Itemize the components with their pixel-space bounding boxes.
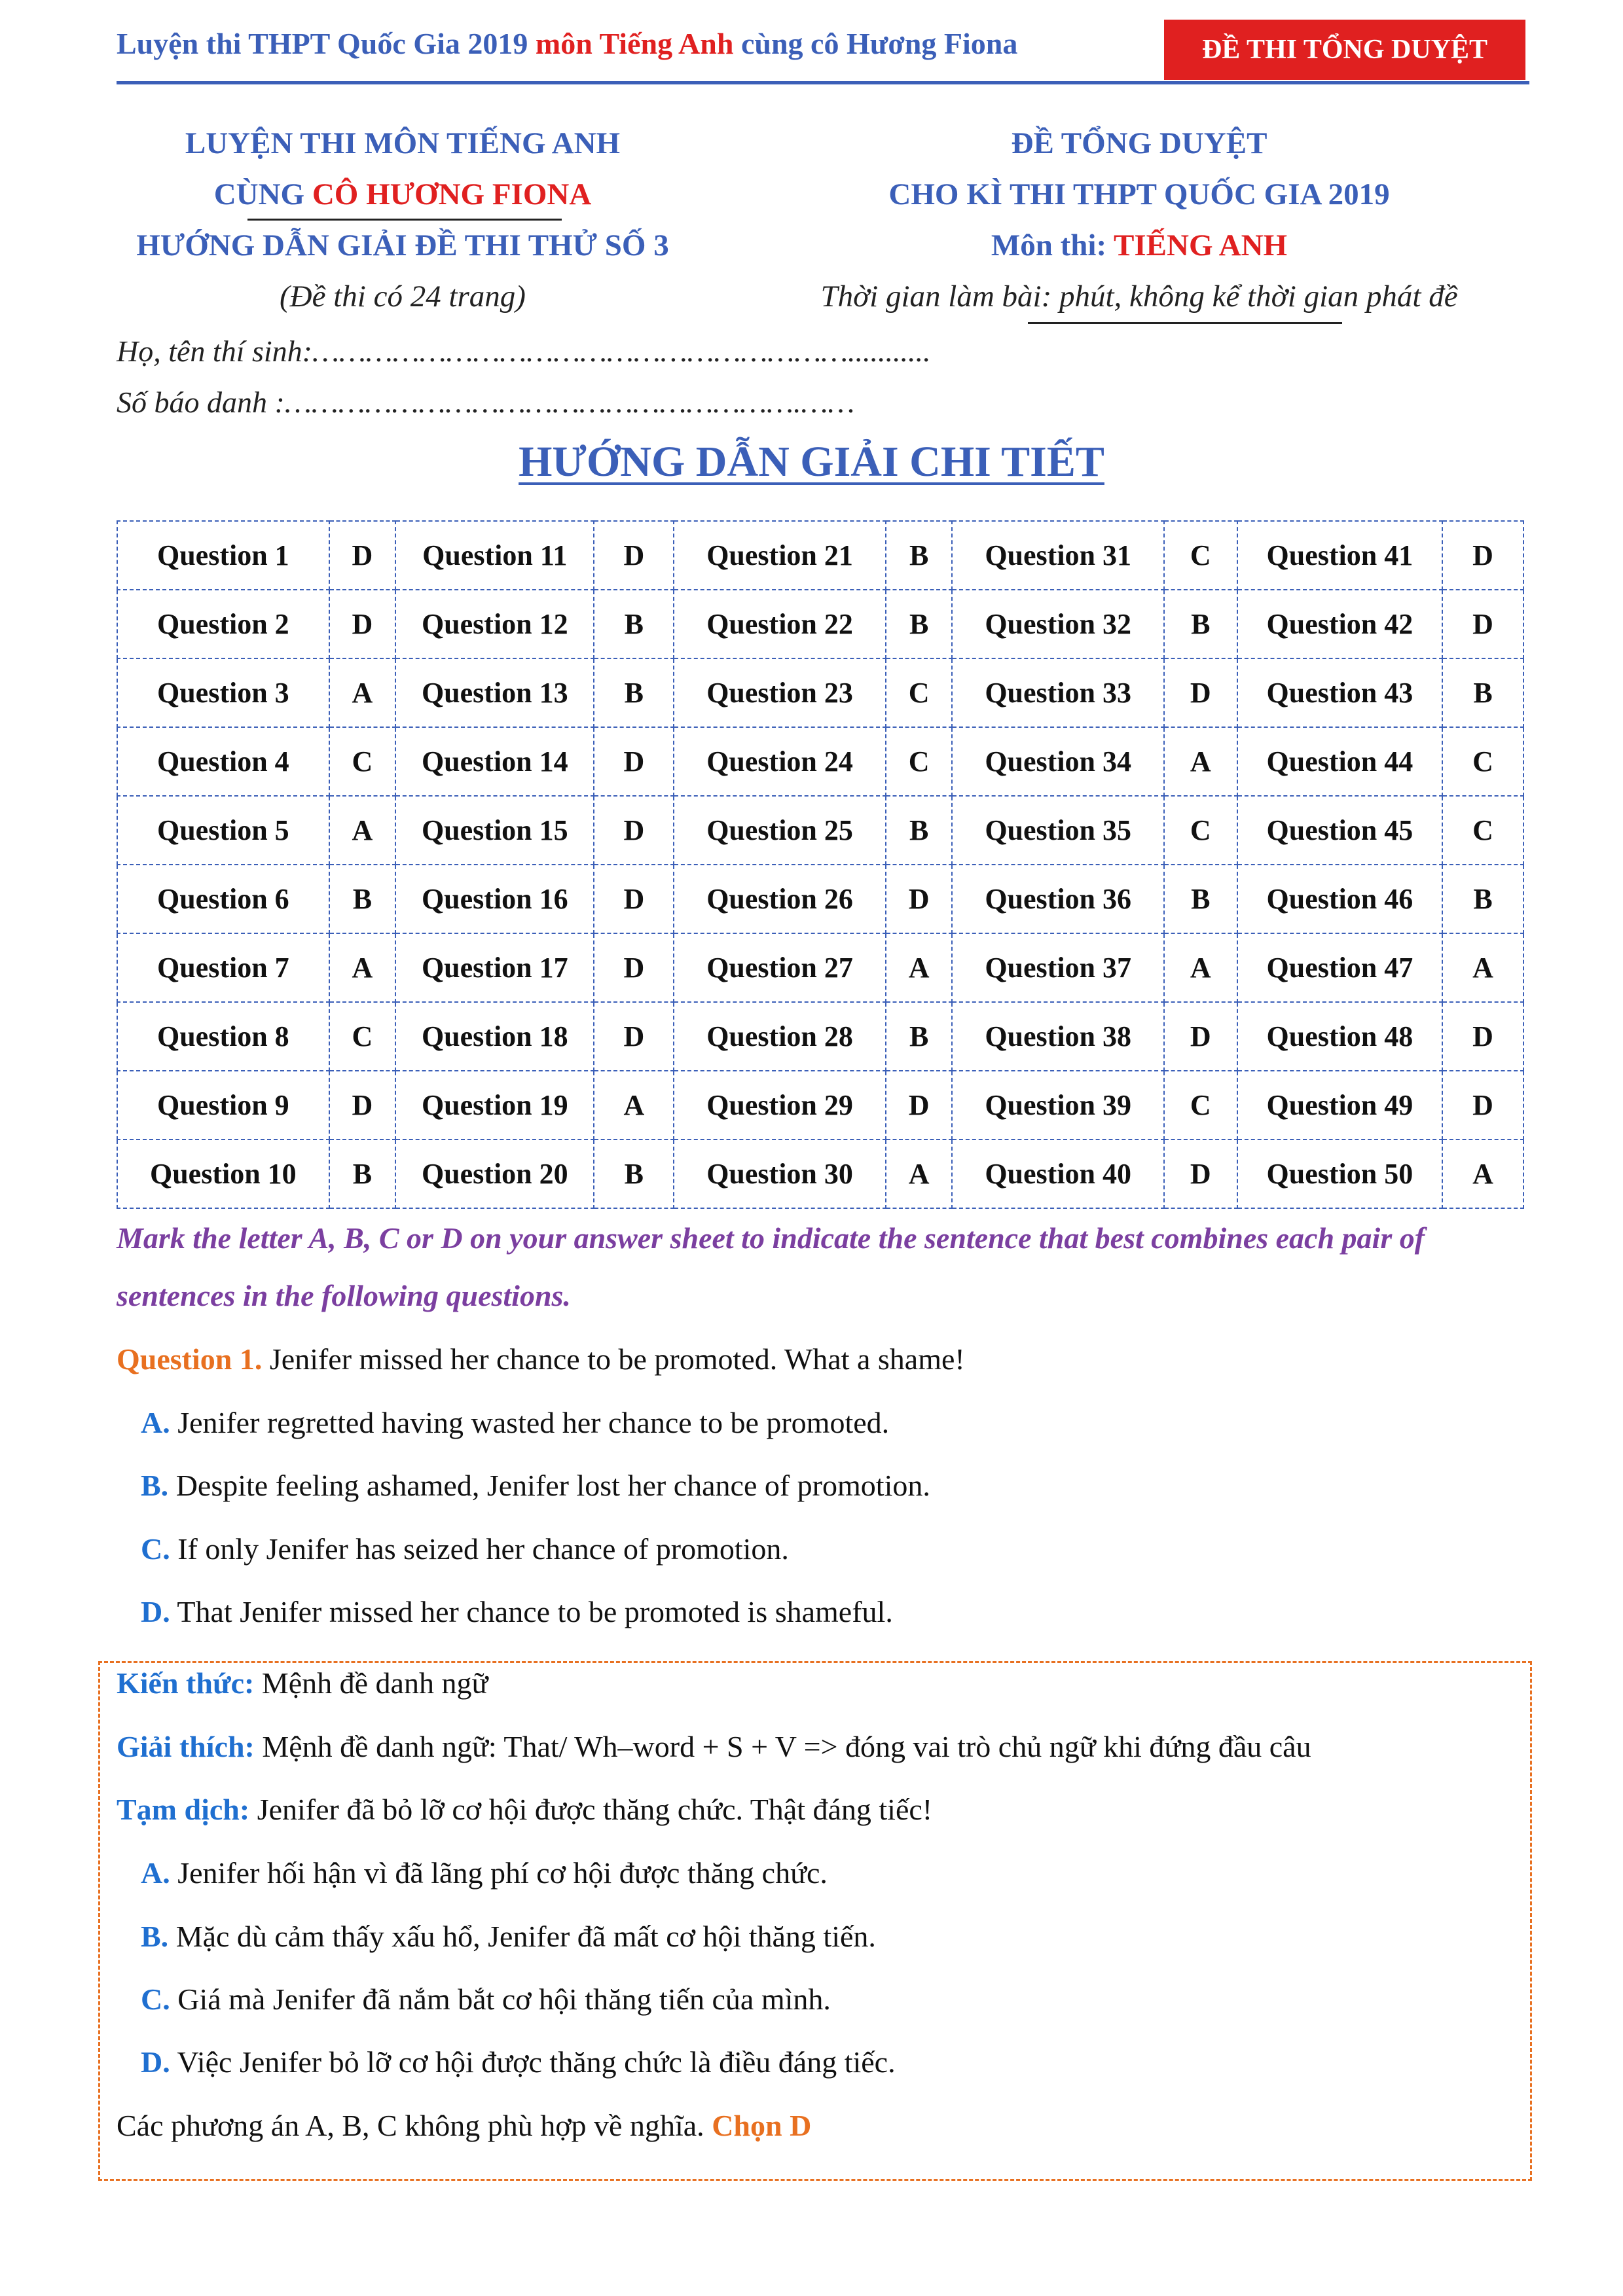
answer-letter-cell: D bbox=[594, 521, 674, 590]
answer-question-cell: Question 46 bbox=[1237, 865, 1443, 933]
instruction-text: Mark the letter A, B, C or D on your answer sheet to indicate the sentence that best combines each pair of sentences in the following questions. bbox=[117, 1221, 1425, 1312]
answer-letter-cell: D bbox=[594, 933, 674, 1002]
answer-question-cell: Question 45 bbox=[1237, 796, 1443, 865]
answer-question-cell: Question 14 bbox=[395, 727, 594, 796]
answer-letter-cell: D bbox=[1442, 590, 1523, 658]
left-line-2-prefix: CÙNG bbox=[213, 177, 312, 211]
answer-letter-cell: D bbox=[594, 1002, 674, 1071]
answer-letter-cell: B bbox=[886, 521, 952, 590]
option-letter: D. bbox=[141, 2045, 170, 2079]
answer-letter-cell: D bbox=[886, 1071, 952, 1139]
answer-row bbox=[117, 865, 1523, 933]
answer-row bbox=[117, 1139, 1523, 1208]
answer-letter-cell: C bbox=[329, 1002, 395, 1071]
answer-letter-cell: A bbox=[594, 1071, 674, 1139]
answer-letter-cell: D bbox=[594, 865, 674, 933]
subject-name: TIẾNG ANH bbox=[1114, 228, 1288, 262]
page-header bbox=[117, 20, 1531, 85]
explain-label: Giải thích: bbox=[117, 1730, 255, 1763]
answer-letter-cell: C bbox=[1164, 1071, 1237, 1139]
knowledge-label: Kiến thức: bbox=[117, 1666, 255, 1700]
right-line-1: ĐỀ TỔNG DUYỆT bbox=[1011, 126, 1267, 160]
answer-question-cell: Question 49 bbox=[1237, 1071, 1443, 1139]
left-line-1: LUYỆN THI MÔN TIẾNG ANH bbox=[185, 126, 621, 160]
answer-question-cell: Question 16 bbox=[395, 865, 594, 933]
header-title-subject: môn Tiếng Anh bbox=[535, 27, 734, 60]
question-label: Question 1. bbox=[117, 1342, 263, 1376]
conclusion-text: Các phương án A, B, C không phù hợp về nghĩa. bbox=[117, 2109, 712, 2142]
knowledge-text: Mệnh đề danh ngữ bbox=[254, 1666, 488, 1700]
answer-question-cell: Question 15 bbox=[395, 796, 594, 865]
answer-letter-cell: B bbox=[329, 1139, 395, 1208]
answer-letter-cell: D bbox=[594, 796, 674, 865]
answer-letter-cell: C bbox=[1442, 727, 1523, 796]
translation-d bbox=[141, 2045, 896, 2079]
answer-question-cell: Question 26 bbox=[674, 865, 886, 933]
answer-letter-cell: C bbox=[1164, 521, 1237, 590]
answer-question-cell: Question 32 bbox=[952, 590, 1164, 658]
answer-letter-cell: B bbox=[1164, 590, 1237, 658]
answer-question-cell: Question 5 bbox=[117, 796, 329, 865]
answer-row bbox=[117, 590, 1523, 658]
answer-question-cell: Question 27 bbox=[674, 933, 886, 1002]
translate-text: Jenifer đã bỏ lỡ cơ hội được thăng chức. Thật đáng tiếc! bbox=[249, 1793, 933, 1826]
answer-letter-cell: D bbox=[1164, 658, 1237, 727]
answer-question-cell: Question 34 bbox=[952, 727, 1164, 796]
answer-row bbox=[117, 796, 1523, 865]
option-c bbox=[141, 1532, 789, 1566]
explain-text: Mệnh đề danh ngữ: That/ Wh–word + S + V => đóng vai trò chủ ngữ khi đứng đầu câu bbox=[254, 1730, 1311, 1763]
answer-question-cell: Question 22 bbox=[674, 590, 886, 658]
translation-b bbox=[141, 1919, 876, 1954]
answer-question-cell: Question 2 bbox=[117, 590, 329, 658]
answer-question-cell: Question 25 bbox=[674, 796, 886, 865]
answer-letter-cell: D bbox=[1442, 1071, 1523, 1139]
answer-question-cell: Question 24 bbox=[674, 727, 886, 796]
answer-question-cell: Question 30 bbox=[674, 1139, 886, 1208]
subject-label: Môn thi: bbox=[991, 228, 1114, 262]
explain-line bbox=[117, 1729, 1311, 1764]
option-b bbox=[141, 1468, 930, 1503]
answer-letter-cell: A bbox=[329, 933, 395, 1002]
answer-question-cell: Question 13 bbox=[395, 658, 594, 727]
answer-letter-cell: B bbox=[594, 1139, 674, 1208]
answer-question-cell: Question 6 bbox=[117, 865, 329, 933]
answer-letter-cell: A bbox=[329, 658, 395, 727]
option-a bbox=[141, 1405, 889, 1440]
answer-letter-cell: C bbox=[329, 727, 395, 796]
teacher-name: CÔ HƯƠNG FIONA bbox=[312, 177, 592, 211]
translate-label: Tạm dịch: bbox=[117, 1793, 250, 1826]
header-title-part1: Luyện thi THPT Quốc Gia 2019 bbox=[117, 27, 536, 60]
answer-letter-cell: B bbox=[1164, 865, 1237, 933]
option-text: That Jenifer missed her chance to be promoted is shameful. bbox=[170, 1595, 893, 1628]
option-letter: D. bbox=[141, 1595, 170, 1628]
answer-question-cell: Question 8 bbox=[117, 1002, 329, 1071]
answer-question-cell: Question 20 bbox=[395, 1139, 594, 1208]
answer-letter-cell: A bbox=[329, 796, 395, 865]
answer-letter-cell: A bbox=[1164, 933, 1237, 1002]
question-text: Jenifer missed her chance to be promoted. What a shame! bbox=[262, 1342, 965, 1376]
answer-question-cell: Question 36 bbox=[952, 865, 1164, 933]
answer-letter-cell: D bbox=[329, 590, 395, 658]
answer-letter-cell: D bbox=[1164, 1002, 1237, 1071]
answer-row bbox=[117, 1002, 1523, 1071]
right-underline bbox=[1028, 322, 1342, 324]
conclusion-line bbox=[117, 2108, 811, 2143]
option-text: Jenifer regretted having wasted her chance to be promoted. bbox=[170, 1406, 890, 1439]
right-line-3 bbox=[753, 220, 1525, 271]
answer-letter-cell: D bbox=[1442, 521, 1523, 590]
answer-question-cell: Question 29 bbox=[674, 1071, 886, 1139]
answer-letter-cell: B bbox=[1442, 865, 1523, 933]
chosen-answer: Chọn D bbox=[712, 2109, 812, 2142]
translation-a bbox=[141, 1856, 828, 1890]
option-text: Despite feeling ashamed, Jenifer lost her chance of promotion. bbox=[168, 1469, 930, 1502]
knowledge-line bbox=[117, 1666, 488, 1700]
answer-letter-cell: C bbox=[1164, 796, 1237, 865]
question-1 bbox=[117, 1342, 965, 1376]
answer-question-cell: Question 37 bbox=[952, 933, 1164, 1002]
answer-question-cell: Question 17 bbox=[395, 933, 594, 1002]
answer-question-cell: Question 48 bbox=[1237, 1002, 1443, 1071]
answer-row bbox=[117, 658, 1523, 727]
header-title bbox=[117, 26, 1017, 61]
answer-key-table bbox=[117, 520, 1524, 1209]
answer-letter-cell: C bbox=[1442, 796, 1523, 865]
answer-question-cell: Question 47 bbox=[1237, 933, 1443, 1002]
main-title: HƯỚNG DẪN GIẢI CHI TIẾT bbox=[519, 438, 1104, 486]
answer-letter-cell: B bbox=[886, 796, 952, 865]
answer-question-cell: Question 44 bbox=[1237, 727, 1443, 796]
answer-question-cell: Question 33 bbox=[952, 658, 1164, 727]
answer-row bbox=[117, 1071, 1523, 1139]
answer-letter-cell: D bbox=[594, 727, 674, 796]
answer-row bbox=[117, 727, 1523, 796]
answer-question-cell: Question 12 bbox=[395, 590, 594, 658]
answer-question-cell: Question 28 bbox=[674, 1002, 886, 1071]
header-divider bbox=[117, 81, 1529, 84]
answer-question-cell: Question 21 bbox=[674, 521, 886, 590]
answer-question-cell: Question 7 bbox=[117, 933, 329, 1002]
translation-c bbox=[141, 1982, 831, 2017]
answer-letter-cell: A bbox=[886, 933, 952, 1002]
option-letter: C. bbox=[141, 1982, 170, 2016]
answer-letter-cell: B bbox=[1442, 658, 1523, 727]
answer-letter-cell: A bbox=[886, 1139, 952, 1208]
answer-question-cell: Question 9 bbox=[117, 1071, 329, 1139]
option-letter: A. bbox=[141, 1406, 170, 1439]
answer-question-cell: Question 43 bbox=[1237, 658, 1443, 727]
answer-question-cell: Question 1 bbox=[117, 521, 329, 590]
page-count: (Đề thi có 24 trang) bbox=[280, 279, 526, 314]
option-text: Việc Jenifer bỏ lỡ cơ hội được thăng chức là điều đáng tiếc. bbox=[170, 2045, 896, 2079]
option-text: Jenifer hối hận vì đã lãng phí cơ hội được thăng chức. bbox=[170, 1856, 828, 1890]
answer-letter-cell: B bbox=[594, 658, 674, 727]
option-text: Mặc dù cảm thấy xấu hổ, Jenifer đã mất cơ hội thăng tiến. bbox=[168, 1920, 876, 1953]
student-id-field: Số báo danh :………………………………………………….…… bbox=[117, 386, 855, 419]
option-d bbox=[141, 1594, 893, 1629]
answer-question-cell: Question 31 bbox=[952, 521, 1164, 590]
left-line-2 bbox=[92, 169, 714, 220]
option-text: Giá mà Jenifer đã nắm bắt cơ hội thăng tiến của mình. bbox=[170, 1982, 831, 2016]
answer-row bbox=[117, 933, 1523, 1002]
answer-question-cell: Question 40 bbox=[952, 1139, 1164, 1208]
answer-letter-cell: B bbox=[329, 865, 395, 933]
answer-question-cell: Question 23 bbox=[674, 658, 886, 727]
answer-letter-cell: D bbox=[1164, 1139, 1237, 1208]
option-letter: B. bbox=[141, 1469, 169, 1502]
answer-question-cell: Question 42 bbox=[1237, 590, 1443, 658]
answer-letter-cell: D bbox=[329, 1071, 395, 1139]
header-badge: ĐỀ THI TỔNG DUYỆT bbox=[1164, 20, 1525, 80]
answer-question-cell: Question 41 bbox=[1237, 521, 1443, 590]
answer-question-cell: Question 11 bbox=[395, 521, 594, 590]
answer-letter-cell: A bbox=[1442, 1139, 1523, 1208]
answer-question-cell: Question 38 bbox=[952, 1002, 1164, 1071]
answer-letter-cell: D bbox=[329, 521, 395, 590]
answer-question-cell: Question 19 bbox=[395, 1071, 594, 1139]
answer-letter-cell: B bbox=[594, 590, 674, 658]
answer-question-cell: Question 50 bbox=[1237, 1139, 1443, 1208]
answer-question-cell: Question 35 bbox=[952, 796, 1164, 865]
answer-question-cell: Question 4 bbox=[117, 727, 329, 796]
answer-letter-cell: B bbox=[886, 590, 952, 658]
option-letter: A. bbox=[141, 1856, 170, 1890]
time-note: Thời gian làm bài: phút, không kể thời gian phát đề bbox=[820, 279, 1458, 314]
option-letter: B. bbox=[141, 1920, 169, 1953]
answer-question-cell: Question 39 bbox=[952, 1071, 1164, 1139]
answer-letter-cell: D bbox=[886, 865, 952, 933]
option-text: If only Jenifer has seized her chance of promotion. bbox=[170, 1532, 789, 1566]
option-letter: C. bbox=[141, 1532, 170, 1566]
answer-letter-cell: A bbox=[1164, 727, 1237, 796]
left-underline bbox=[247, 219, 562, 221]
answer-question-cell: Question 3 bbox=[117, 658, 329, 727]
answer-row bbox=[117, 521, 1523, 590]
answer-question-cell: Question 10 bbox=[117, 1139, 329, 1208]
answer-letter-cell: C bbox=[886, 658, 952, 727]
answer-letter-cell: B bbox=[886, 1002, 952, 1071]
left-line-3: HƯỚNG DẪN GIẢI ĐỀ THI THỬ SỐ 3 bbox=[136, 228, 669, 262]
student-name-field: Họ, tên thí sinh:……………………………………………………........... bbox=[117, 334, 931, 368]
right-info-block bbox=[753, 118, 1525, 322]
right-line-2: CHO KÌ THI THPT QUỐC GIA 2019 bbox=[888, 177, 1390, 211]
answer-question-cell: Question 18 bbox=[395, 1002, 594, 1071]
header-title-part2: cùng cô Hương Fiona bbox=[733, 27, 1018, 60]
translate-line bbox=[117, 1792, 932, 1827]
answer-letter-cell: D bbox=[1442, 1002, 1523, 1071]
answer-letter-cell: A bbox=[1442, 933, 1523, 1002]
answer-letter-cell: C bbox=[886, 727, 952, 796]
